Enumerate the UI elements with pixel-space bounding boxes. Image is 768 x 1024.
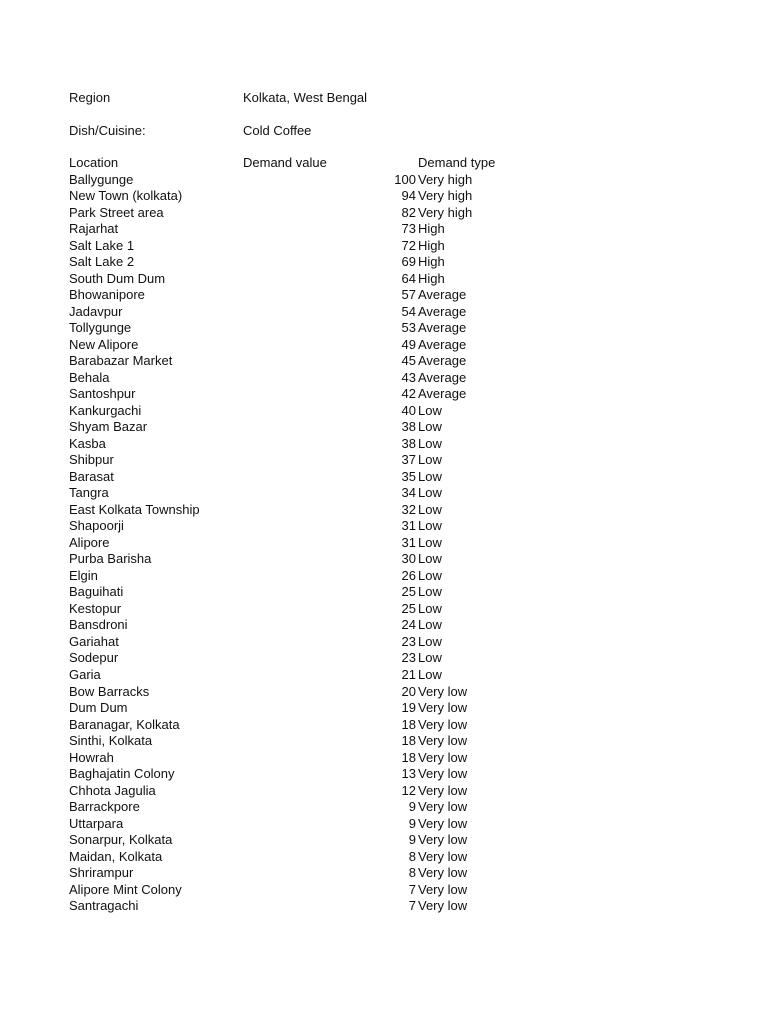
demand-type-cell: Very high [418,171,473,187]
table-row [69,188,589,205]
dish-row [69,122,669,139]
table-row [69,370,589,387]
location-cell: East Kolkata Township [69,501,200,517]
demand-type-cell: Very low [418,700,468,716]
demand-value-cell: 57 [401,287,416,303]
demand-type-cell: Low [418,518,442,534]
table-row [69,172,589,189]
location-cell: Salt Lake 2 [69,254,135,270]
table-row [69,535,589,552]
location-cell: Tangra [69,485,109,501]
location-cell: Gariahat [69,633,119,649]
location-cell: Behala [69,369,110,385]
demand-value-cell: 18 [401,716,416,732]
demand-value-cell: 9 [408,815,416,831]
demand-type-cell: Very low [418,766,468,782]
location-cell: Barabazar Market [69,353,173,369]
location-cell: Maidan, Kolkata [69,848,163,864]
demand-type-cell: Low [418,551,442,567]
demand-value-cell: 8 [408,865,416,881]
table-row [69,816,589,833]
table-row [69,320,589,337]
demand-type-cell: Very low [418,815,468,831]
location-cell: Santragachi [69,898,139,914]
demand-type-cell: Very low [418,848,468,864]
demand-value-cell: 64 [401,270,416,286]
region-row [69,89,669,106]
demand-value-cell: 40 [401,402,416,418]
table-row [69,452,589,469]
header-demand-value: Demand value [243,155,327,170]
table-row [69,403,589,420]
demand-type-cell: Average [418,320,467,336]
demand-value-cell: 100 [394,171,416,187]
location-cell: Garia [69,666,101,682]
demand-value-cell: 54 [401,303,416,319]
demand-value-cell: 9 [408,832,416,848]
demand-type-cell: Low [418,501,442,517]
table-row [69,518,589,535]
demand-value-cell: 37 [401,452,416,468]
demand-type-cell: Very low [418,733,468,749]
table-row [69,205,589,222]
demand-value-cell: 73 [401,221,416,237]
demand-value-cell: 7 [408,881,416,897]
location-cell: Howrah [69,749,114,765]
demand-value-cell: 12 [401,782,416,798]
demand-value-cell: 82 [401,204,416,220]
location-cell: Tollygunge [69,320,132,336]
location-cell: Park Street area [69,204,164,220]
demand-type-cell: High [418,221,445,237]
header-demand-type: Demand type [418,155,496,170]
table-row [69,221,589,238]
demand-type-cell: Very low [418,799,468,815]
location-cell: Uttarpara [69,815,124,831]
demand-type-cell: Low [418,435,442,451]
location-cell: Kankurgachi [69,402,142,418]
table-row [69,799,589,816]
location-cell: Kestopur [69,600,122,616]
location-cell: Rajarhat [69,221,119,237]
demand-value-cell: 53 [401,320,416,336]
table-row [69,601,589,618]
demand-value-cell: 38 [401,435,416,451]
demand-value-cell: 18 [401,749,416,765]
table-row [69,882,589,899]
table-row [69,485,589,502]
demand-value-cell: 24 [401,617,416,633]
table-row [69,271,589,288]
location-cell: Elgin [69,567,98,583]
demand-value-cell: 9 [408,799,416,815]
location-cell: Santoshpur [69,386,136,402]
demand-value-cell: 69 [401,254,416,270]
location-cell: New Town (kolkata) [69,188,183,204]
demand-type-cell: Very high [418,204,473,220]
table-row [69,750,589,767]
location-cell: Ballygunge [69,171,134,187]
demand-type-cell: Low [418,485,442,501]
location-cell: Bansdroni [69,617,128,633]
location-cell: Shrirampur [69,865,134,881]
demand-type-cell: Very low [418,832,468,848]
table-row [69,502,589,519]
demand-table [69,155,589,915]
location-cell: Dum Dum [69,700,128,716]
demand-type-cell: High [418,254,445,270]
location-cell: Bow Barracks [69,683,150,699]
demand-value-cell: 35 [401,468,416,484]
demand-value-cell: 13 [401,766,416,782]
demand-value-cell: 43 [401,369,416,385]
demand-value-cell: 19 [401,700,416,716]
demand-type-cell: High [418,237,445,253]
location-cell: Alipore Mint Colony [69,881,182,897]
demand-value-cell: 30 [401,551,416,567]
demand-type-cell: Low [418,468,442,484]
location-cell: Sodepur [69,650,119,666]
demand-value-cell: 31 [401,518,416,534]
location-cell: Chhota Jagulia [69,782,156,798]
table-row [69,832,589,849]
demand-type-cell: Low [418,584,442,600]
demand-type-cell: Average [418,336,467,352]
table-row [69,254,589,271]
table-row [69,717,589,734]
demand-type-cell: Average [418,353,467,369]
demand-value-cell: 23 [401,633,416,649]
table-row [69,849,589,866]
region-value: Kolkata, West Bengal [243,90,368,105]
demand-type-cell: Very low [418,898,468,914]
demand-type-cell: Low [418,402,442,418]
table-row [69,353,589,370]
table-row [69,865,589,882]
region-label: Region [69,90,111,105]
table-row [69,733,589,750]
demand-value-cell: 18 [401,733,416,749]
demand-value-cell: 25 [401,600,416,616]
table-row [69,617,589,634]
demand-value-cell: 8 [408,848,416,864]
location-cell: Baranagar, Kolkata [69,716,180,732]
demand-value-cell: 38 [401,419,416,435]
location-cell: Shapoorji [69,518,124,534]
demand-value-cell: 32 [401,501,416,517]
demand-type-cell: Low [418,419,442,435]
dish-value: Cold Coffee [243,123,312,138]
table-body [69,172,589,915]
table-row [69,700,589,717]
table-row [69,469,589,486]
demand-value-cell: 34 [401,485,416,501]
demand-value-cell: 20 [401,683,416,699]
demand-type-cell: Very low [418,865,468,881]
table-row [69,287,589,304]
location-cell: Sinthi, Kolkata [69,733,153,749]
table-row [69,238,589,255]
table-row [69,419,589,436]
demand-type-cell: Very low [418,749,468,765]
demand-value-cell: 31 [401,534,416,550]
location-cell: Kasba [69,435,106,451]
demand-value-cell: 26 [401,567,416,583]
demand-type-cell: Low [418,452,442,468]
demand-type-cell: Low [418,600,442,616]
location-cell: Shyam Bazar [69,419,148,435]
location-cell: Alipore [69,534,110,550]
location-cell: Baguihati [69,584,124,600]
table-row [69,568,589,585]
demand-value-cell: 45 [401,353,416,369]
header-location: Location [69,155,119,170]
demand-value-cell: 42 [401,386,416,402]
demand-type-cell: Low [418,633,442,649]
demand-type-cell: Average [418,287,467,303]
location-cell: South Dum Dum [69,270,166,286]
demand-type-cell: Very low [418,683,468,699]
demand-type-cell: Low [418,617,442,633]
demand-value-cell: 49 [401,336,416,352]
demand-type-cell: Low [418,650,442,666]
table-header-row [69,155,589,172]
table-row [69,634,589,651]
demand-value-cell: 72 [401,237,416,253]
table-row [69,584,589,601]
demand-value-cell: 25 [401,584,416,600]
demand-value-cell: 7 [408,898,416,914]
demand-value-cell: 94 [401,188,416,204]
demand-type-cell: Average [418,303,467,319]
table-row [69,337,589,354]
demand-value-cell: 21 [401,666,416,682]
table-row [69,684,589,701]
demand-type-cell: Very low [418,716,468,732]
table-row [69,551,589,568]
demand-type-cell: Low [418,534,442,550]
location-cell: Barrackpore [69,799,140,815]
table-row [69,667,589,684]
demand-type-cell: Low [418,567,442,583]
demand-type-cell: Very low [418,881,468,897]
location-cell: Baghajatin Colony [69,766,175,782]
location-cell: Purba Barisha [69,551,152,567]
demand-value-cell: 23 [401,650,416,666]
demand-type-cell: Very high [418,188,473,204]
demand-type-cell: Low [418,666,442,682]
location-cell: Salt Lake 1 [69,237,135,253]
table-row [69,386,589,403]
table-row [69,304,589,321]
table-row [69,436,589,453]
table-row [69,898,589,915]
table-row [69,783,589,800]
demand-type-cell: Average [418,386,467,402]
location-cell: Shibpur [69,452,114,468]
location-cell: Bhowanipore [69,287,145,303]
location-cell: Sonarpur, Kolkata [69,832,173,848]
location-cell: New Alipore [69,336,139,352]
location-cell: Jadavpur [69,303,123,319]
location-cell: Barasat [69,468,114,484]
demand-type-cell: High [418,270,445,286]
dish-label: Dish/Cuisine: [69,123,146,138]
table-row [69,650,589,667]
demand-type-cell: Average [418,369,467,385]
demand-type-cell: Very low [418,782,468,798]
table-row [69,766,589,783]
